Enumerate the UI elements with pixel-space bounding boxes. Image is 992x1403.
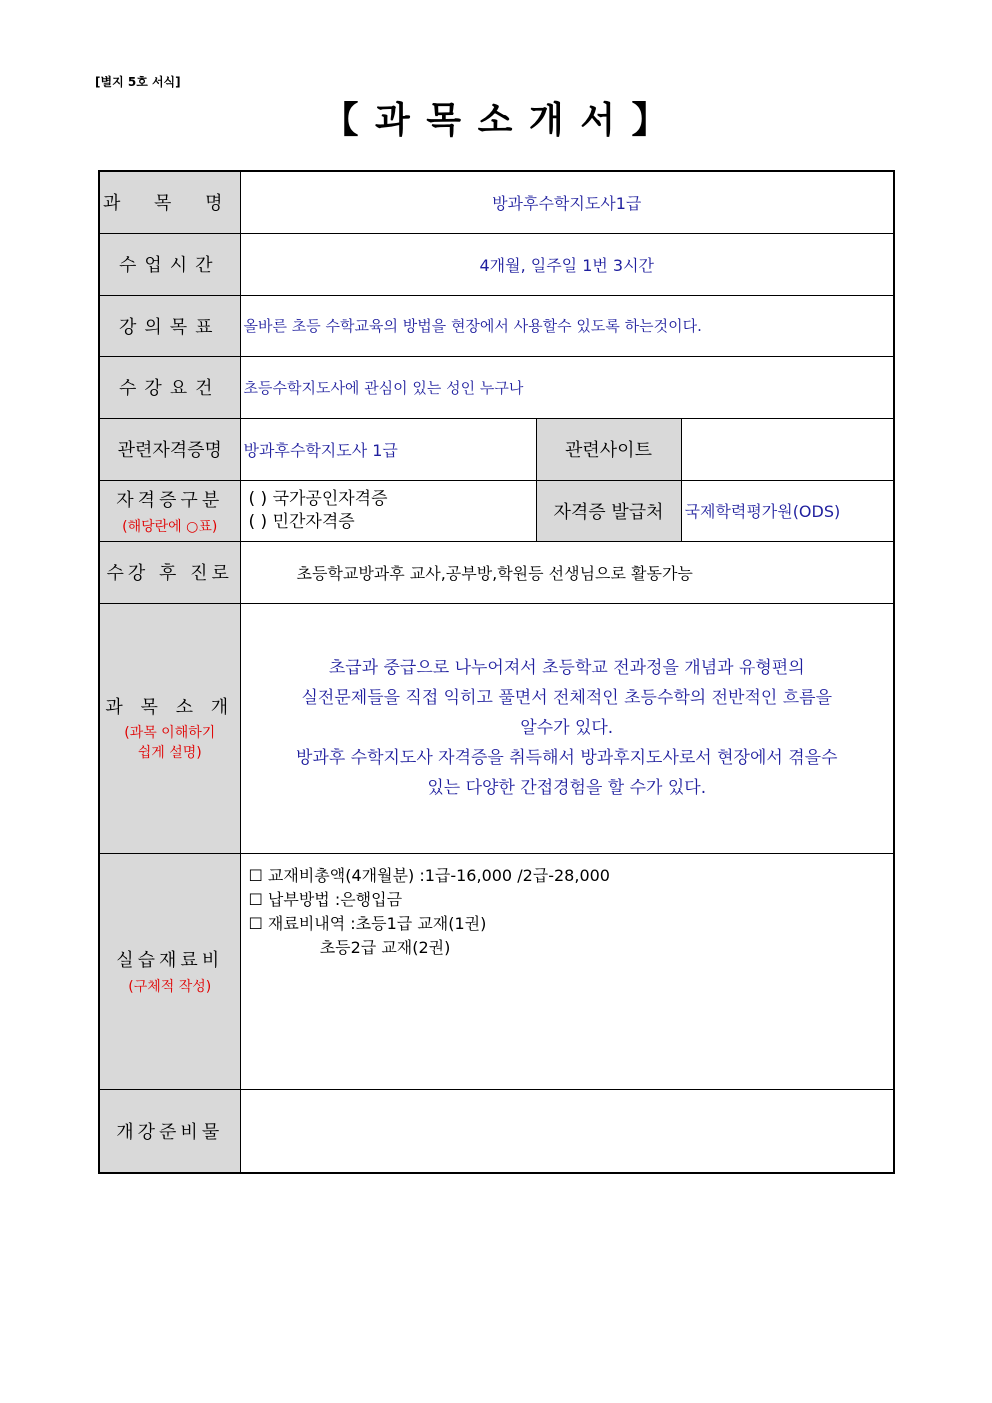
- goal-label: 강의목표: [99, 295, 240, 356]
- intro-line: 있는 다양한 간접경험을 할 수가 있다.: [427, 778, 707, 798]
- requirement-value: 초등수학지도사에 관심이 있는 성인 누구나: [240, 356, 894, 418]
- requirement-label: 수강요건: [99, 356, 240, 418]
- intro-line: 실전문제들을 직접 익히고 풀면서 전체적인 초등수학의 전반적인 흐름을: [301, 688, 832, 708]
- course-form-table: [98, 170, 895, 1174]
- intro-line: 초급과 중급으로 나누어져서 초등학교 전과정을 개념과 유형편의: [328, 658, 805, 678]
- class-time-label: 수업시간: [99, 233, 240, 295]
- materials-note: (구체적 작성): [128, 979, 212, 995]
- cert-type-options: [240, 480, 536, 541]
- site-label: 관련사이트: [536, 418, 681, 480]
- row-class-time: [99, 233, 894, 295]
- career-label: 수강 후 진로: [99, 541, 240, 603]
- certificate-label: 관련자격증명: [99, 418, 240, 480]
- intro-note: (과목 이해하기 쉽게 설명): [124, 725, 216, 761]
- intro-text: [240, 603, 894, 853]
- cert-option-national[interactable]: ( ) 국가공인자격증: [248, 488, 388, 509]
- subject-label: 과 목 명: [99, 171, 240, 233]
- site-value: [681, 418, 894, 480]
- materials-line: ☐ 재료비내역 :초등1급 교재(1권): [248, 913, 487, 933]
- certificate-value: 방과후수학지도사 1급: [240, 418, 536, 480]
- row-materials: [99, 853, 894, 1089]
- form-code: [별지 5호 서식]: [95, 75, 181, 89]
- cert-option-private[interactable]: ( ) 민간자격증: [248, 511, 355, 532]
- subject-value: 방과후수학지도사1급: [240, 171, 894, 233]
- career-value: 초등학교방과후 교사,공부방,학원등 선생님으로 활동가능: [240, 541, 894, 603]
- row-cert-type: [99, 480, 894, 541]
- goal-value: 올바른 초등 수학교육의 방법을 현장에서 사용할수 있도록 하는것이다.: [240, 295, 894, 356]
- prep-value[interactable]: [240, 1089, 894, 1173]
- issuer-value: 국제학력평가원(ODS): [681, 480, 894, 541]
- materials-line: 초등2급 교재(2권): [248, 937, 451, 957]
- intro-label: 과 목 소 개 (과목 이해하기 쉽게 설명): [99, 603, 240, 853]
- row-career: [99, 541, 894, 603]
- issuer-label: 자격증 발급처: [536, 480, 681, 541]
- intro-line: 방과후 수학지도사 자격증을 취득해서 방과후지도사로서 현장에서 겪을수: [295, 748, 838, 768]
- row-requirement: [99, 356, 894, 418]
- materials-label: 실습재료비 (구체적 작성): [99, 853, 240, 1089]
- materials-line: ☐ 교재비총액(4개월분) :1급-16,000 /2급-28,000: [248, 865, 610, 885]
- row-intro: [99, 603, 894, 853]
- document-title: 【 과 목 소 개 서 】: [322, 100, 670, 141]
- row-certificate: [99, 418, 894, 480]
- intro-line: 알수가 있다.: [520, 718, 614, 738]
- cert-type-label: 자격증구분 (해당란에 ○표): [99, 480, 240, 541]
- class-time-value: 4개월, 일주일 1번 3시간: [240, 233, 894, 295]
- row-prep: [99, 1089, 894, 1173]
- materials-text: [240, 853, 894, 1089]
- prep-label: 개강준비물: [99, 1089, 240, 1173]
- row-subject: [99, 171, 894, 233]
- materials-line: ☐ 납부방법 :은행입금: [248, 889, 403, 909]
- cert-type-note: (해당란에 ○표): [122, 518, 218, 535]
- row-goal: [99, 295, 894, 356]
